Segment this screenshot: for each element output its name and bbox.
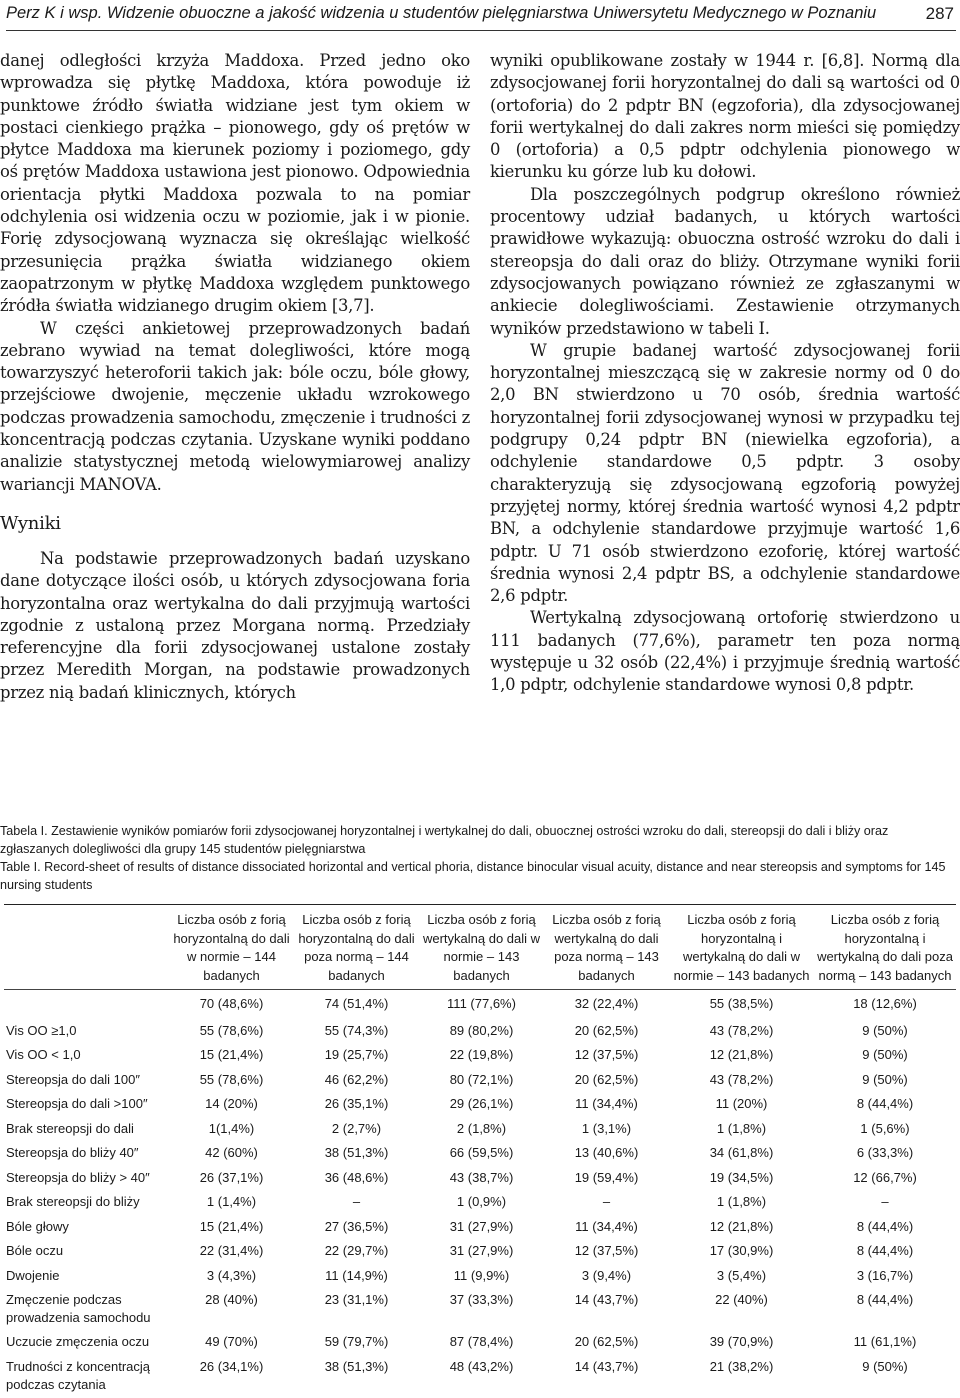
table-cell: 59 (79,7%) [324,1334,389,1349]
table-cell: 55 (78,6%) [199,1071,264,1087]
table-cell: 22 (19,8%) [449,1047,514,1062]
table-cell: 43 (38,7%) [449,1169,514,1185]
column-header: Liczba osób z forią horyzontalną do dali poza normą – 144 badanych [294,905,419,990]
running-title: Perz K i wsp. Widzenie obuoczne a jakość widzenia u studentów pielęgniarstwa Uniwersytetu Medycznego w Poznaniu [6,4,877,22]
table-cell: 111 (77,6%) [419,990,544,1020]
table-cell: 11 (14,9%) [325,1267,388,1283]
page-number: 287 [925,4,954,23]
table-cell: 29 (26,1%) [449,1096,514,1111]
table-cell: 1 (3,1%) [581,1120,632,1136]
row-label: Stereopsja do dali 100″ [6,1071,140,1087]
table-cell: 36 (48,6%) [324,1169,389,1185]
results-table [4,904,956,1398]
table-row [4,1265,956,1290]
table-cell: 8 (44,4%) [856,1243,914,1258]
running-header [6,2,956,31]
table-cell: 1 (0,9%) [456,1194,507,1209]
table-cell: 1 (1,8%) [716,1194,767,1209]
table-cell: 8 (44,4%) [856,1096,914,1111]
table-row [4,1020,956,1045]
paragraph: danej odległości krzyża Maddoxa. Przed jedno oko wprowadza się płytkę Maddoxa, która powoduje iż punktowe źródło światła widziane jest tym okiem w postaci cienkiego prążka – pionowego, gdy oś prętów w płytce Maddoxa ma kierunek poziomy i poziomego, gdy oś prętów Maddoxa ustawiona jest pionowo. Odpowiednia orientacja płytki Maddoxa pozwala to na pomiar odchylenia osi widzenia oczu w poziomie, jak i w pionie. Forię zdysocjowaną wyznacza się określając wielkość przesunięcia prążka światła widzianego okiem zaopatrzonym w płytkę Maddoxa względem punktowego źródła światła widzianego drugim okiem [3,7]. [0,51,470,316]
table-cell: 11 (34,4%) [575,1218,638,1234]
table-cell: 3 (16,7%) [856,1267,914,1283]
table-cell: 38 (51,3%) [324,1145,389,1160]
caption-polish: Tabela I. Zestawienie wyników pomiarów forii zdysocjowanej horyzontalnej i wertykalnej do dali, obuocznej ostrości wzroku do dali, stereopsji do dali i bliży oraz zgłaszanych dolegliwości dla grupy 145 studentów pielęgniarstwa [0,824,889,856]
table-cell: 11 (34,4%) [575,1096,638,1111]
table-cell: 55 (74,3%) [324,1022,389,1038]
table-row [4,1044,956,1069]
row-label: Bóle oczu [6,1243,64,1258]
table-cell: 1 (1,8%) [716,1120,767,1136]
table-cell: 74 (51,4%) [294,990,419,1020]
table-cell: 1 (5,6%) [860,1120,910,1136]
table-cell: 46 (62,2%) [324,1071,389,1087]
table-cell: 8 (44,4%) [856,1292,914,1307]
caption-english: Table I. Record-sheet of results of distance dissociated horizontal and vertical phoria, distance binocular visual acuity, distance and near stereopsis and symptoms for 145 nursing students [0,860,946,892]
column-header: Liczba osób z forią horyzontalną i wertykalną do dali poza normą – 143 badanych [814,905,956,990]
table-cell: 19 (25,7%) [324,1047,389,1062]
table-cell: 19 (59,4%) [574,1169,639,1185]
table-cell: 3 (9,4%) [581,1267,632,1283]
table-cell: 43 (78,2%) [709,1071,774,1087]
table-cell: 11 (61,1%) [853,1334,917,1349]
column-header: Liczba osób z forią horyzontalną i wertykalną do dali w normie – 143 badanych [669,905,814,990]
table-header-row [4,905,956,990]
paragraph: wyniki opublikowane zostały w 1944 r. [6,8]. Normą dla zdysocjowanej forii horyzontalnej do dali są wartości od 0 (ortoforia) do 2 pdptr BN (egzoforia), dla zdysocjowanej forii wertykalnej do dali zakres norm mieści się pomiędzy 0 (ortoforia) a 0,5 pdptr odchylenia pionowego w kierunku ku górze lub ku dołowi. [490,51,960,182]
table-cell: 23 (31,1%) [324,1292,389,1307]
row-label: Dwojenie [6,1267,60,1283]
table-cell: 22 (40%) [715,1292,768,1307]
table-cell: 8 (44,4%) [856,1218,914,1234]
totals-row [4,990,956,1020]
row-label: Brak stereopsji do dali [6,1120,134,1136]
table-cell: 12 (21,8%) [709,1218,774,1234]
table-row [4,1240,956,1265]
right-column [490,50,960,697]
table-cell: 49 (70%) [205,1334,258,1349]
table-cell: 55 (78,6%) [199,1022,264,1038]
table-cell: 11 (20%) [715,1096,768,1111]
table-cell: 66 (59,5%) [449,1145,514,1160]
table-cell: 28 (40%) [205,1292,258,1307]
table-cell: 26 (34,1%) [199,1358,264,1374]
table-cell: 12 (66,7%) [853,1169,917,1185]
table-row [4,1142,956,1167]
table-cell: 39 (70,9%) [709,1334,774,1349]
table-cell: 38 (51,3%) [324,1358,389,1374]
table-row [4,1191,956,1216]
row-label: Stereopsja do bliży 40″ [6,1145,139,1160]
paragraph: W części ankietowej przeprowadzonych badań zebrano wywiad na temat dolegliwości, które mogą towarzyszyć heteroforii takich jak: bóle oczu, bóle głowy, przejściowe dwojenie, męczenie układu wzrokowego podczas prowadzenia samochodu, zmęczenie i trudności z koncentracją podczas czytania. Uzyskane wyniki poddano analizie statystycznej metodą wielowymiarowej analizy wariancji MANOVA. [0,318,470,494]
section-heading: Wyniki [0,512,61,534]
table-cell: 22 (29,7%) [324,1243,389,1258]
table-row [4,1167,956,1192]
table-cell: – [602,1194,611,1209]
left-column [0,50,470,704]
table-cell: 12 (37,5%) [574,1047,639,1062]
table-cell: 11 (9,9%) [453,1267,510,1283]
table-cell: 20 (62,5%) [574,1022,639,1038]
paragraph: Dla poszczególnych podgrup określono również procentowy udział badanych, u których wartości prawidłowe wykazują: obuoczna ostrość wzroku do dali i stereopsja do dali oraz do bliży. Otrzymane wyniki forii zdysocjowanych powiązano również ze zgłaszanymi w ankiecie dolegliwościami. Zestawienie otrzymanych wyników przedstawiono w tabeli I. [490,184,960,338]
table-cell: 26 (37,1%) [199,1169,264,1185]
table-cell: 89 (80,2%) [449,1022,514,1038]
table-row [4,1331,956,1356]
header-corner [4,905,169,990]
row-label: Stereopsja do bliży > 40″ [6,1169,150,1185]
table-cell: 3 (5,4%) [716,1267,767,1283]
table-row [4,1118,956,1143]
table-cell: 31 (27,9%) [449,1243,514,1258]
column-header: Liczba osób z forią horyzontalną do dali w normie – 144 badanych [169,905,294,990]
row-label: Uczucie zmęczenia oczu [6,1334,150,1349]
table-cell: 20 (62,5%) [574,1071,639,1087]
table-cell: 12 (21,8%) [709,1047,774,1062]
table-cell: 9 (50%) [862,1071,908,1087]
table-cell: 2 (2,7%) [331,1120,382,1136]
table-cell: 17 (30,9%) [709,1243,774,1258]
table-cell: 31 (27,9%) [449,1218,514,1234]
table-row [4,1093,956,1118]
table-cell: 15 (21,4%) [199,1218,264,1234]
paragraph: W grupie badanej wartość zdysocjowanej forii horyzontalnej mieszczącą się w zakresie normy od 0 do 2,0 BN stwierdzono u 70 osób, średnia wartość horyzontalnej forii zdysocjowanej wynosi w przypadku tej podgrupy 0,24 pdptr BN (niewielka egzoforia), a odchylenie standardowe 0,5 pdptr. 3 osoby charakteryzują się zdysocjowaną egzoforią powyżej przyjętej normy, której średnia wartość wynosi 4,2 pdptr BN, a odchylenie standardowe przyjmuje wartość 1,6 pdptr. U 71 osób stwierdzono ezoforię, której wartość średnia wynosi 2,4 pdptr BS, a odchylenie standardowe 2,6 pdptr. [490,340,960,606]
table-cell: 26 (35,1%) [324,1096,389,1111]
table-cell: 9 (50%) [862,1047,908,1062]
table-cell: 20 (62,5%) [574,1334,639,1349]
table-cell: 43 (78,2%) [709,1022,774,1038]
table-cell: 80 (72,1%) [449,1071,514,1087]
table-cell: 9 (50%) [862,1022,908,1038]
row-label: Trudności z koncentracją podczas czytania [6,1358,151,1392]
paragraph: Wertykalną zdysocjowaną ortoforię stwierdzono u 111 badanych (77,6%), parametr ten poza normą występuje u 32 osób (22,4%) i przyjmuje średnią wartość 1,0 pdptr, odchylenie standardowe wynosi 0,8 pdptr. [490,608,960,695]
totals-label [4,990,169,1020]
row-label: Brak stereopsji do bliży [6,1194,140,1209]
table-row [4,1289,956,1331]
table-cell: 14 (20%) [205,1096,258,1111]
row-label: Bóle głowy [6,1218,69,1234]
table-cell: 19 (34,5%) [709,1169,774,1185]
table-cell: 13 (40,6%) [574,1145,639,1160]
table-cell: 2 (1,8%) [456,1120,507,1136]
row-label: Zmęczenie podczas prowadzenia samochodu [6,1292,151,1325]
table-cell: 27 (36,5%) [324,1218,389,1234]
table-cell: 9 (50%) [862,1358,908,1374]
column-header: Liczba osób z forią wertykalną do dali w normie – 143 badanych [419,905,544,990]
table-cell: 42 (60%) [205,1145,258,1160]
table-cell: 1 (1,4%) [206,1194,257,1209]
table-cell: 87 (78,4%) [449,1334,514,1349]
table-row [4,1069,956,1094]
table-cell: 55 (38,5%) [669,990,814,1020]
row-label: Vis OO < 1,0 [6,1047,81,1062]
table-cell: 34 (61,8%) [709,1145,774,1160]
table-cell: 14 (43,7%) [574,1358,639,1374]
table-cell: – [881,1194,889,1209]
table-cell: 3 (4,3%) [206,1267,257,1283]
table-cell: 14 (43,7%) [574,1292,639,1307]
column-header: Liczba osób z forią wertykalną do dali poza normą – 143 badanych [544,905,669,990]
table-cell: 15 (21,4%) [199,1047,264,1062]
table-cell: 18 (12,6%) [814,990,956,1020]
paragraph: Na podstawie przeprowadzonych badań uzyskano dane dotyczące ilości osób, u których zdysocjowana foria horyzontalna oraz wertykalna do dali przyjmują wartości zgodnie z ustaloną przez Morgana normą. Przedziały referencyjne dla forii zdysocjowanej ustalone zostały przez Meredith Morgan, na podstawie prowadzonych przez nią badań klinicznych, których [0,548,470,702]
table-cell: 37 (33,3%) [449,1292,514,1307]
table-cell: 1(1,4%) [208,1120,255,1136]
table-row [4,1216,956,1241]
table-cell: 48 (43,2%) [449,1358,514,1374]
table-cell: 22 (31,4%) [199,1243,264,1258]
table-cell: 12 (37,5%) [574,1243,639,1258]
table-cell: – [352,1194,361,1209]
row-label: Vis OO ≥1,0 [6,1022,77,1038]
table-cell: 32 (22,4%) [544,990,669,1020]
table-row [4,1356,956,1398]
table-cell: 6 (33,3%) [856,1145,914,1160]
table-cell: 70 (48,6%) [169,990,294,1020]
table-caption [0,822,950,894]
row-label: Stereopsja do dali >100″ [6,1096,148,1111]
table-cell: 21 (38,2%) [709,1358,774,1374]
